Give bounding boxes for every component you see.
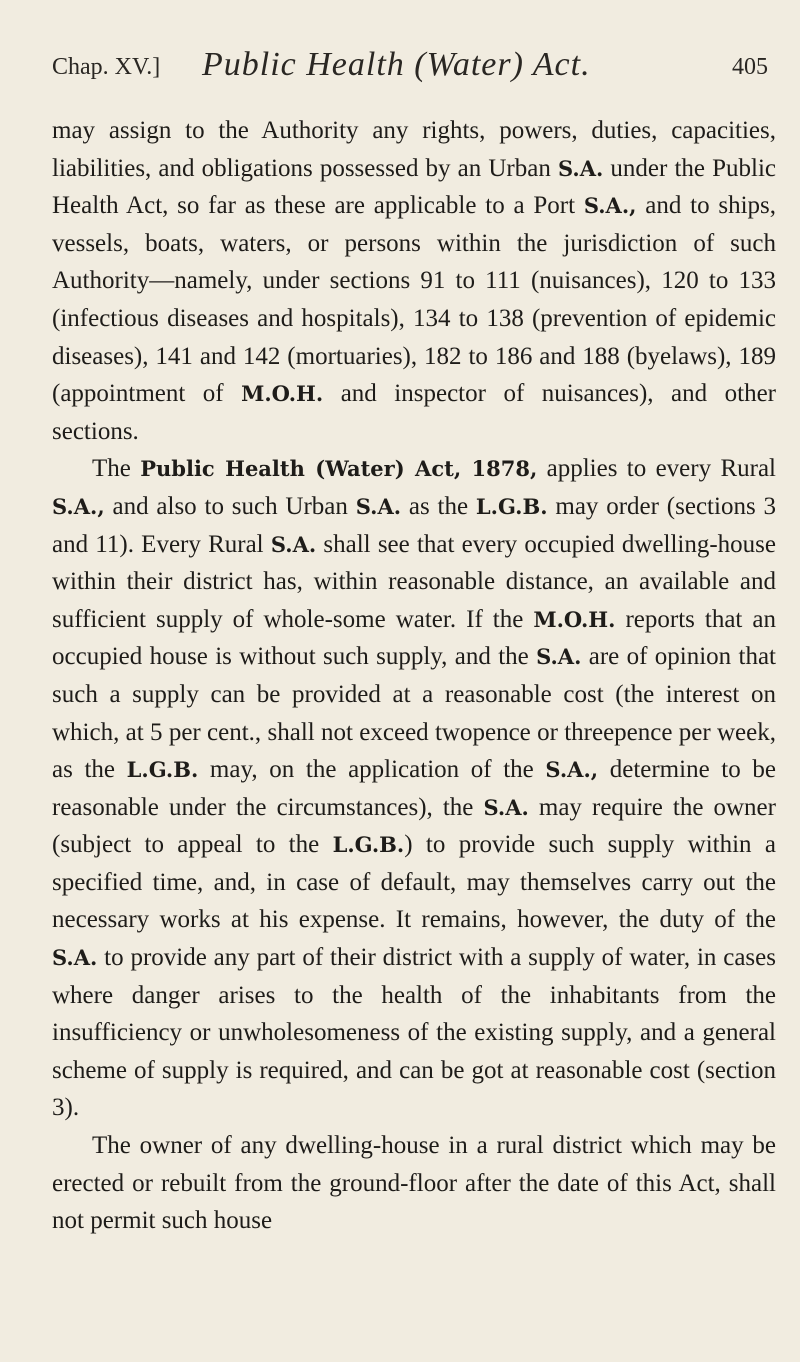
text-run: and to ships, vessels, boats, waters, or persons within the jurisdiction of such Authority—namely, under sections 91 to 111 (nuisances), 120 to 133 (infectious diseases and hospitals), 134 to 138 (prevention of epidemic diseases), 141 and 142 (mortuaries), 182 to 186 and 188 (byelaws), 189 (appointment of (52, 192, 777, 408)
act-name: Public Health (Water) Act, 1878, (140, 456, 538, 482)
text-run: as the (401, 492, 476, 520)
text-run: may, on the application of the (198, 756, 546, 784)
text-run: under the Public Health Act, so far as these are applicable to a Port (52, 154, 777, 220)
abbreviation: L.G.B. (332, 832, 405, 858)
paragraph (52, 450, 776, 1127)
text-run: ) to provide such supply within a specified time, and, in case of default, may themselves carry out the necessary works at his expense. It remains, however, the duty of the (52, 831, 776, 934)
abbreviation: S.A., (545, 757, 599, 783)
paragraph (52, 112, 776, 450)
abbreviation: L.G.B. (126, 757, 199, 783)
text-run: applies to every Rural (537, 455, 776, 483)
text-run: and inspector of nuisances), and other sections. (52, 380, 776, 445)
body-text (52, 112, 776, 1240)
text-run: shall see that every occupied dwelling-house within their district has, within reasonable distance, an available and sufficient supply of whole-some water. If the (52, 530, 776, 633)
abbreviation: M.O.H. (241, 381, 324, 407)
text-run: are of opinion that such a supply can be provided at a reasonable cost (the interest on which, at 5 per cent., shall not exceed twopence or threepence per week, as the (52, 643, 776, 784)
abbreviation: S.A. (52, 945, 98, 971)
abbreviation: S.A. (483, 794, 529, 820)
text-run: may assign to the Authority any rights, powers, duties, capacities, liabilities, and obligations possessed by an Urban (52, 117, 776, 182)
abbreviation: S.A. (536, 644, 582, 670)
page-number: 405 (732, 54, 768, 80)
abbreviation: S.A., (52, 493, 105, 519)
text-run: determine to be reasonable under the circumstances), the (52, 756, 776, 821)
running-head (52, 40, 776, 100)
abbreviation: L.G.B. (475, 493, 548, 519)
text-run: reports that an occupied house is without such supply, and the (52, 605, 776, 671)
text-run: may require the owner (subject to appeal to the (52, 793, 776, 859)
text-run: The (92, 455, 141, 483)
abbreviation: S.A. (270, 531, 317, 557)
chapter-label: Chap. XV.] (52, 54, 161, 80)
text-run: may order (sections 3 and 11). Every Rural (52, 492, 776, 558)
abbreviation: S.A. (557, 155, 604, 181)
text-run: to provide any part of their district with a supply of water, in cases where danger arises to the health of the inhabitants from the insufficiency or unwholesomeness of the existing supply, and a general scheme of supply is required, and can be got at reasonable cost (section 3). (52, 944, 776, 1122)
paragraph (52, 1127, 776, 1240)
abbreviation: M.O.H. (533, 606, 616, 632)
text-run: and also to such Urban (104, 492, 356, 520)
abbreviation: S.A. (355, 493, 402, 519)
abbreviation: S.A., (583, 193, 637, 219)
running-title: Public Health (Water) Act. (202, 46, 591, 83)
text-run: The owner of any dwelling-house in a rural district which may be erected or rebuilt from the ground-floor after the date of this Act, shall not permit such house (52, 1132, 776, 1235)
